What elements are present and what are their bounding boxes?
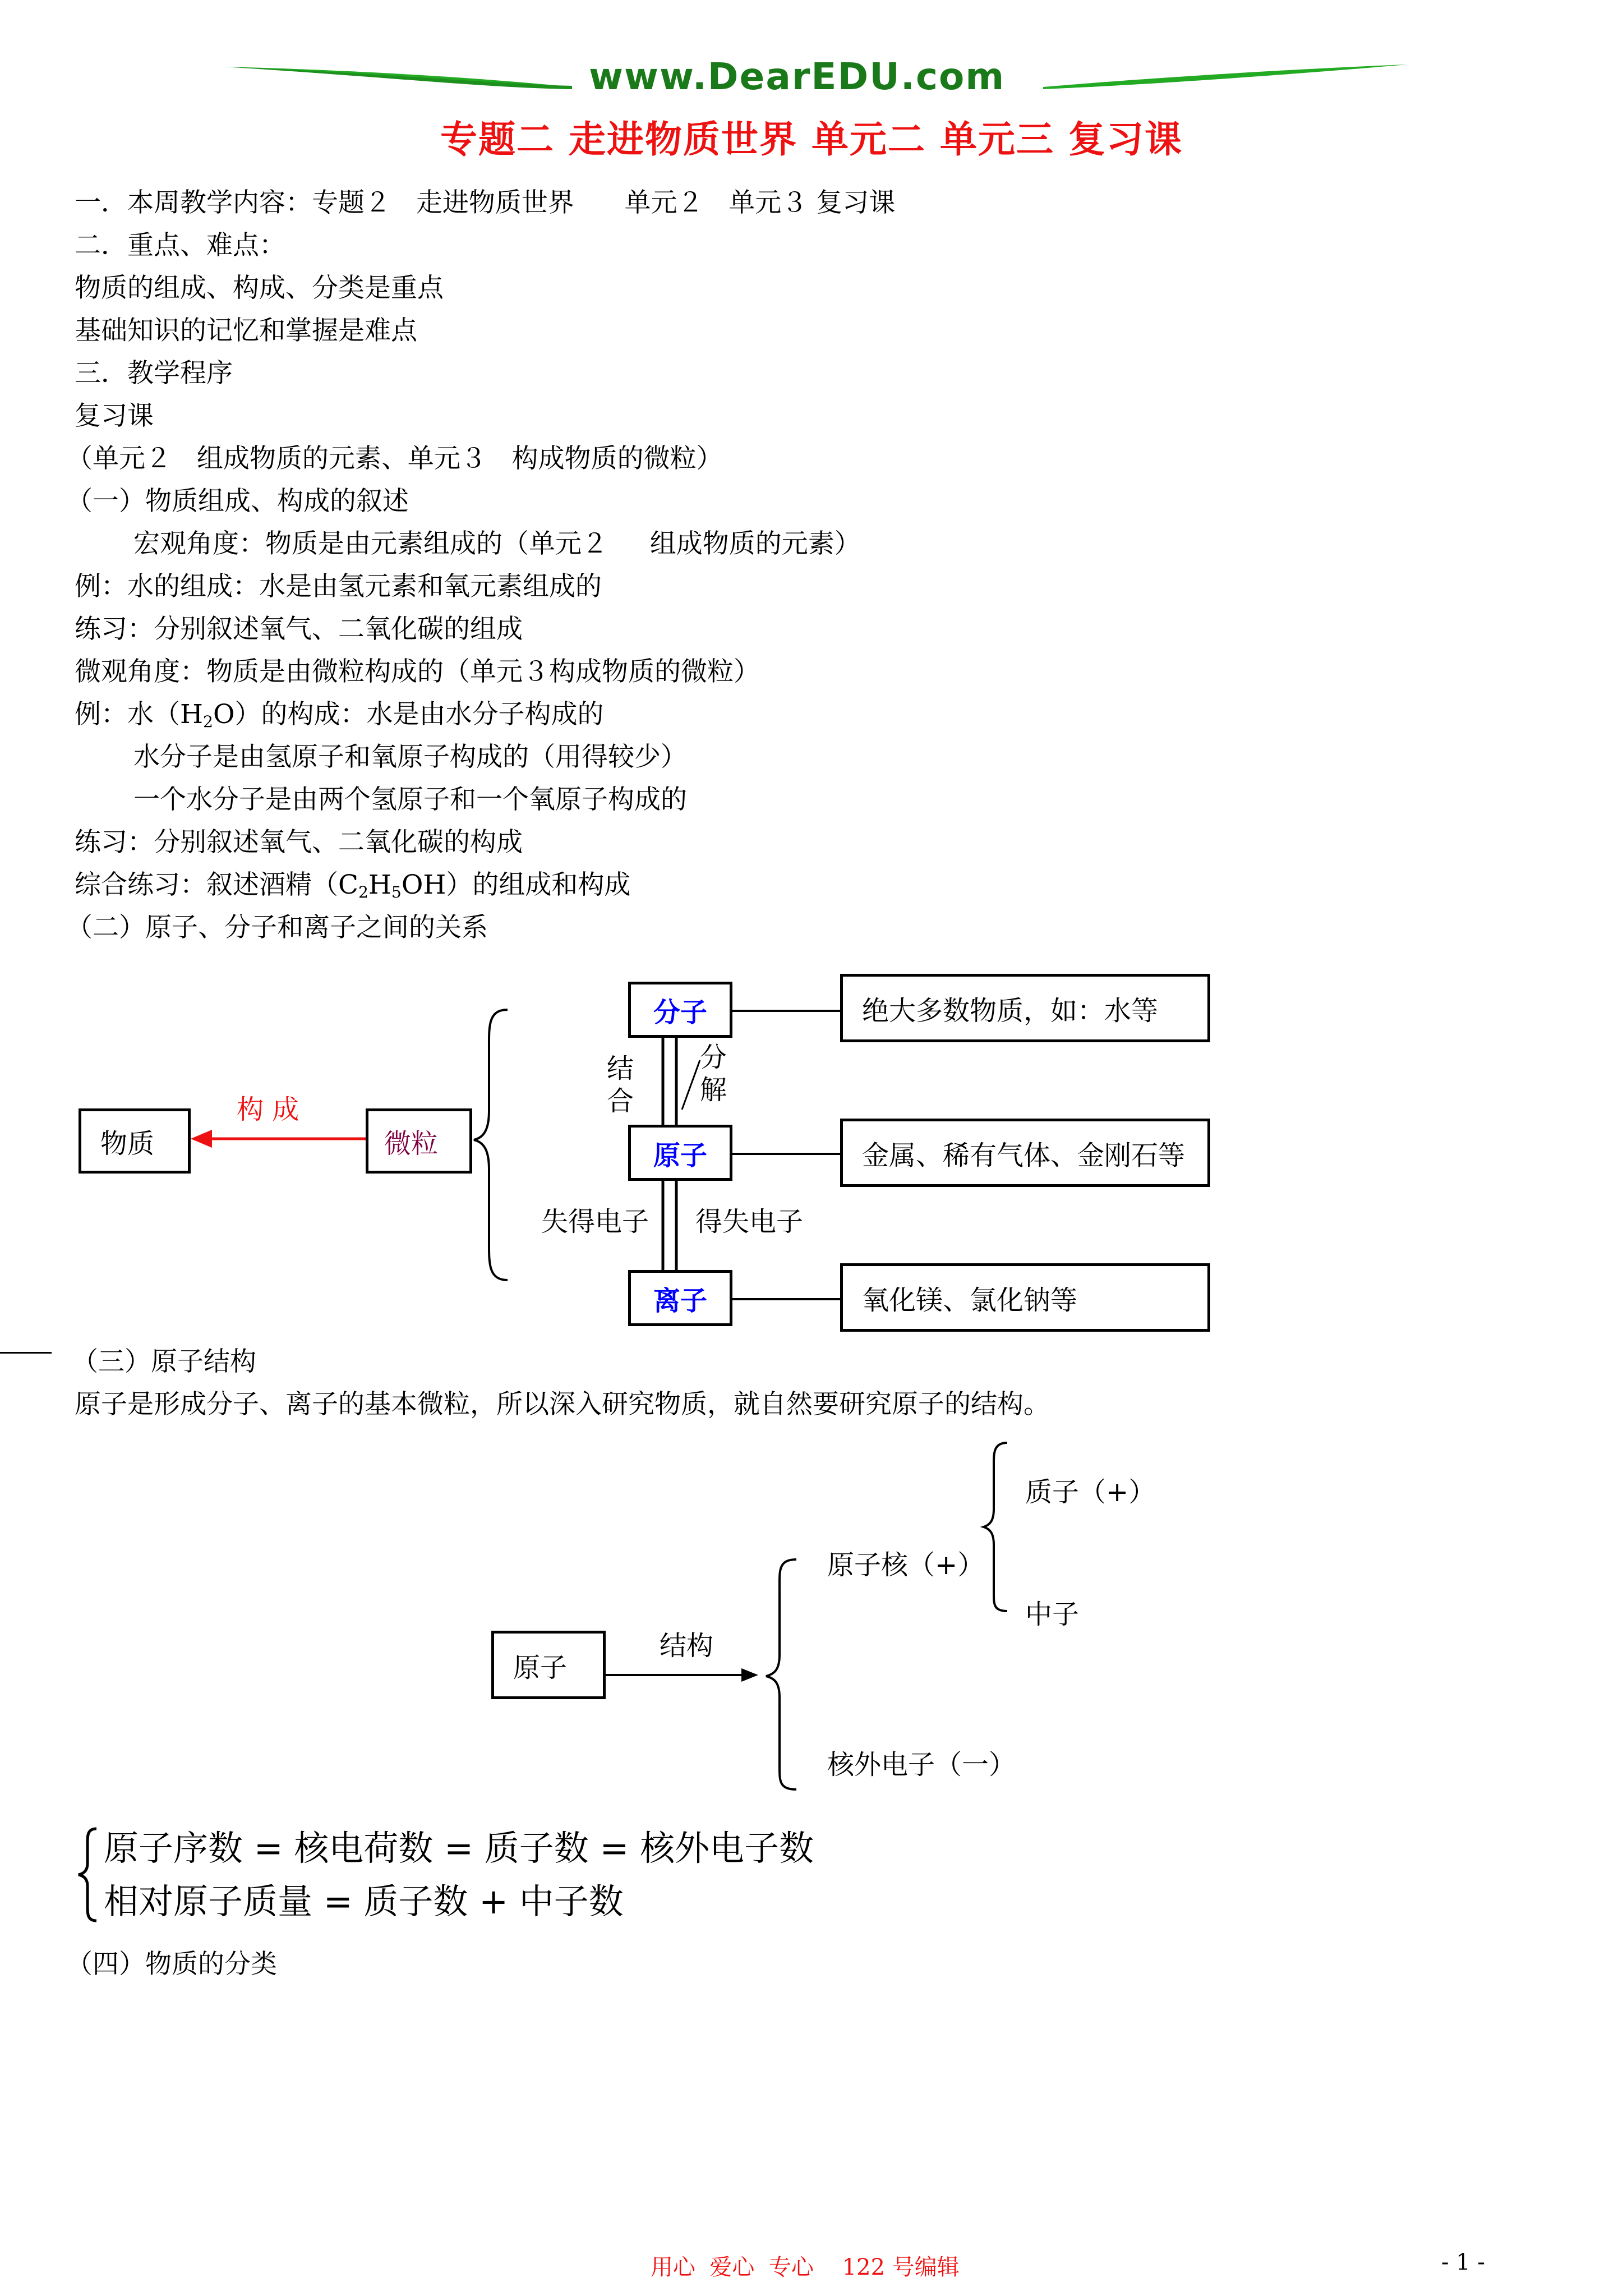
atom-example: 金属、稀有气体、金刚石等: [862, 1139, 1186, 1171]
proton-label: 质子（+）: [1025, 1476, 1156, 1508]
gain-lose-electron-label: 得失电子: [695, 1206, 804, 1237]
atom-example-box: [840, 1119, 1210, 1187]
exercise-composition: 练习：分别叙述氧气、二氧化碳的组成: [75, 614, 523, 645]
combine-label: 结 合: [607, 1053, 634, 1117]
water-molecule-line-2: 一个水分子是由两个氢原子和一个氧原子构成的: [133, 784, 687, 815]
ion-box: [628, 1270, 732, 1326]
particle-box: [366, 1108, 472, 1174]
section-3-heading: 三．教学程序: [75, 358, 233, 389]
section-2-heading: 二．重点、难点：: [75, 230, 285, 261]
margin-rule: [0, 1352, 52, 1354]
site-name[interactable]: www.DearEDU.com: [589, 55, 1006, 98]
subsection-4-heading: （四）物质的分类: [66, 1949, 277, 1980]
ce-m: H: [368, 869, 391, 900]
example-structure-a: 例：水（H: [75, 699, 203, 730]
subsection-2-heading: （二）原子、分子和离子之间的关系: [66, 912, 488, 943]
subscript: 2: [358, 883, 368, 902]
subscript: 2: [203, 712, 213, 731]
review-label: 复习课: [75, 401, 154, 431]
atom-box-2: [491, 1631, 606, 1699]
key-point: 物质的组成、构成、分类是重点: [75, 273, 444, 303]
macro-view: 宏观角度：物质是由元素组成的（单元２ 组成物质的元素）: [133, 528, 861, 559]
difficult-point: 基础知识的记忆和掌握是难点: [75, 315, 417, 346]
electron-label: 核外电子（一）: [827, 1749, 1016, 1780]
matter-box: [79, 1108, 191, 1174]
atom-structure-intro: 原子是形成分子、离子的基本微粒，所以深入研究物质，就自然要研究原子的结构。: [75, 1389, 1050, 1420]
decompose-label: 分 解: [700, 1042, 727, 1106]
molecule-label: 分子: [653, 996, 707, 1028]
page-title: 专题二 走进物质世界 单元二 单元三 复习课: [440, 118, 1183, 161]
micro-view: 微观角度：物质是由微粒构成的（单元３构成物质的微粒）: [75, 656, 760, 687]
exercise-structure: 练习：分别叙述氧气、二氧化碳的构成: [75, 827, 523, 858]
structure-label: 结构: [660, 1630, 714, 1662]
atom-box: [628, 1125, 732, 1181]
molecule-box: [628, 982, 732, 1038]
neutron-label: 中子: [1025, 1599, 1080, 1630]
subscript: 5: [391, 883, 402, 902]
water-molecule-line-1: 水分子是由氢原子和氧原子构成的（用得较少）: [133, 742, 687, 772]
subsection-1-heading: （一）物质组成、构成的叙述: [66, 486, 409, 517]
lose-gain-electron-label: 失得电子: [541, 1206, 649, 1237]
ion-label: 离子: [653, 1285, 707, 1317]
ion-example-box: [840, 1263, 1210, 1332]
atom-label-2: 原子: [513, 1651, 568, 1683]
example-composition: 例：水的组成：水是由氢元素和氧元素组成的: [75, 571, 602, 602]
section-1-content: 一．本周教学内容：专题２ 走进物质世界 单元２ 单元３ 复习课: [75, 187, 896, 218]
ce-b: OH）的组成和构成: [401, 869, 631, 900]
molecule-example: 绝大多数物质，如：水等: [862, 995, 1159, 1027]
formula-brace-path: [79, 1829, 96, 1921]
example-structure-b: O）的构成：水是由水分子构成的: [213, 699, 604, 730]
footer-slogan: 用心 爱心 专心 122 号编辑: [651, 2254, 960, 2280]
structure-arrow-head: [741, 1668, 758, 1682]
structure-brace: [766, 1559, 796, 1789]
ion-example: 氧化镁、氯化钠等: [862, 1284, 1078, 1316]
nucleus-label: 原子核（+）: [827, 1549, 985, 1581]
compose-label: 构 成: [237, 1094, 299, 1125]
decompose-tick: [682, 1060, 700, 1110]
atom-structure-lines: [0, 1430, 1623, 1801]
atom-label: 原子: [653, 1139, 707, 1171]
ce-a: 综合练习：叙述酒精（C: [75, 869, 358, 900]
page-number: - 1 -: [1441, 2249, 1485, 2275]
molecule-example-box: [840, 974, 1210, 1042]
formula-atomic-number: 原子序数 = 核电荷数 = 质子数 = 核外电子数: [104, 1828, 814, 1869]
formula-atomic-mass: 相对原子质量 = 质子数 + 中子数: [104, 1881, 624, 1922]
particle-label: 微粒: [384, 1128, 439, 1159]
matter-label: 物质: [100, 1128, 155, 1159]
formula-brace: [73, 1824, 101, 1925]
compose-arrow-head: [191, 1130, 212, 1148]
nucleus-brace: [984, 1443, 1007, 1611]
subsection-3-heading: （三）原子结构: [72, 1346, 256, 1377]
units-note: （单元２ 组成物质的元素、单元３ 构成物质的微粒）: [66, 443, 723, 474]
brace: [474, 1010, 508, 1280]
